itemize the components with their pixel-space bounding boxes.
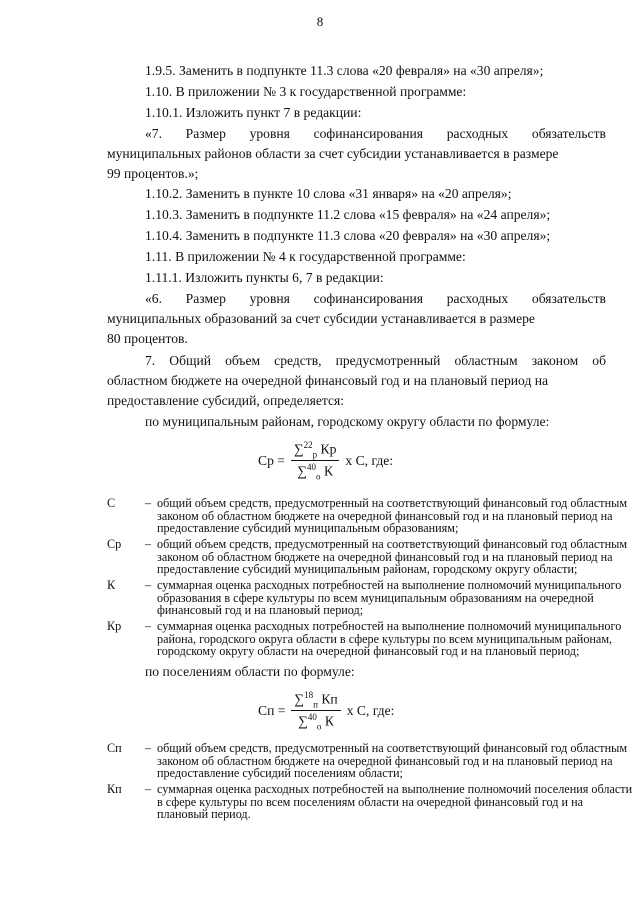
word: Общий	[169, 353, 212, 368]
definition-symbol: Кр	[107, 619, 122, 633]
definition-text: общий объем средств, предусмотренный на соответствующий финансовый год областным законом об областном бюджете на очередной финансовый год и на плановый период на предоставление субсидий поселениям области;	[157, 741, 628, 781]
definition-text: суммарная оценка расходных потребностей на выполнение полномочий муниципального района, городского округа области в сфере культуры по всем муниципальным районам, городскому округу области на очередной финансовый год и на плановый период;	[157, 619, 622, 659]
definition-text: общий объем средств, предусмотренный на соответствующий финансовый год областным законом об областном бюджете на очередной финансовый год и на плановый период на предоставление субсидий муниципальным образованиям;	[157, 496, 628, 536]
formula-cr	[258, 440, 393, 482]
sum-lower: р	[312, 449, 318, 460]
formula-numerator	[291, 440, 339, 461]
item-1-9-5: 1.9.5. Заменить в подпункте 11.3 слова «20 февраля» на «30 апреля»;	[145, 63, 544, 78]
item-1-11-1: 1.11.1. Изложить пункты 6, 7 в редакции:	[145, 270, 384, 285]
quote-7-line-1	[145, 125, 606, 142]
page-number: 8	[316, 14, 324, 29]
quote-6-line-3: 80 процентов.	[107, 331, 188, 346]
word: софинансирования	[313, 291, 424, 306]
word: расходных	[446, 291, 509, 306]
item-1-10-1: 1.10.1. Изложить пункт 7 в редакции:	[145, 105, 362, 120]
word: Размер	[185, 291, 226, 306]
word: 7.	[145, 353, 156, 368]
formula-lhs: Ср =	[258, 452, 285, 468]
denominator-var: К	[324, 713, 334, 729]
formula-numerator	[291, 690, 340, 711]
definition-dash: –	[145, 782, 152, 796]
word: средств,	[274, 353, 322, 368]
sum-upper: 22	[303, 440, 313, 450]
by-districts-caption: по муниципальным районам, городскому округу области по формуле:	[145, 414, 550, 429]
sum-upper: 18	[304, 690, 314, 700]
quote-6-line-1	[145, 290, 606, 307]
numerator-var: Кр	[320, 441, 337, 457]
word: об	[592, 353, 606, 368]
formula-fraction	[291, 690, 340, 732]
word: обязательств	[531, 126, 606, 141]
word: Размер	[185, 126, 226, 141]
word: обязательств	[531, 291, 606, 306]
item-1-10: 1.10. В приложении № 3 к государственной программе:	[145, 84, 467, 99]
definition-item	[107, 497, 640, 535]
definition-text: суммарная оценка расходных потребностей на выполнение полномочий муниципального образования в сфере культуры по всем муниципальным образованиям на очередной финансовый год и на плановый период;	[157, 578, 622, 618]
definition-dash: –	[145, 537, 152, 551]
formula-cp	[258, 690, 394, 732]
formula-lhs: Сп =	[258, 702, 286, 718]
sum-symbol: ∑	[293, 441, 304, 457]
quote-6-line-2: муниципальных образований за счет субсидии устанавливается в размере	[107, 311, 535, 326]
sum-lower: п	[313, 699, 318, 710]
word: софинансирования	[313, 126, 424, 141]
formula-tail: x С, где:	[346, 702, 395, 718]
word: «7.	[145, 126, 162, 141]
definition-dash: –	[145, 496, 152, 510]
definition-item	[107, 538, 640, 576]
formula-denominator	[295, 711, 337, 731]
word: уровня	[249, 126, 290, 141]
sum-upper: 40	[307, 712, 317, 723]
word: «6.	[145, 291, 162, 306]
word: областным	[454, 353, 518, 368]
word: объем	[225, 353, 261, 368]
definition-dash: –	[145, 741, 152, 755]
sum-symbol: ∑	[297, 463, 308, 479]
numerator-var: Кп	[321, 691, 338, 707]
sum-lower: о	[316, 471, 321, 482]
quote-7-line-3: 99 процентов.»;	[107, 166, 199, 181]
paragraph-7-line-3: предоставление субсидий, определяется:	[107, 393, 345, 408]
item-1-10-2: 1.10.2. Заменить в пункте 10 слова «31 января» на «20 апреля»;	[145, 186, 512, 201]
paragraph-7-line-1	[145, 352, 606, 369]
formula-denominator	[294, 461, 336, 481]
sum-upper: 40	[307, 462, 317, 473]
definition-symbol: Кп	[107, 782, 122, 796]
paragraph-7-line-2: областном бюджете на очередной финансовый год и на плановый период на	[107, 373, 549, 388]
definition-item	[107, 742, 640, 780]
sum-symbol: ∑	[294, 691, 305, 707]
quote-7-line-2: муниципальных районов области за счет субсидии устанавливается в размере	[107, 146, 559, 161]
definition-item	[107, 579, 640, 617]
word: законом	[531, 353, 579, 368]
sum-symbol: ∑	[298, 713, 308, 729]
definition-symbol: К	[107, 578, 116, 592]
by-settlements-caption: по поселениям области по формуле:	[145, 664, 355, 679]
definition-dash: –	[145, 578, 152, 592]
definition-item	[107, 783, 640, 821]
formula-tail: x С, где:	[345, 452, 394, 468]
word: предусмотренный	[335, 353, 441, 368]
definition-dash: –	[145, 619, 152, 633]
definition-symbol: С	[107, 496, 116, 510]
sum-lower: о	[316, 721, 322, 732]
item-1-11: 1.11. В приложении № 4 к государственной программе:	[145, 249, 466, 264]
word: расходных	[446, 126, 509, 141]
item-1-10-4: 1.10.4. Заменить в подпункте 11.3 слова «20 февраля» на «30 апреля»;	[145, 228, 551, 243]
definition-item	[107, 620, 640, 658]
definition-symbol: Ср	[107, 537, 122, 551]
item-1-10-3: 1.10.3. Заменить в подпункте 11.2 слова «15 февраля» на «24 апреля»;	[145, 207, 551, 222]
word: уровня	[249, 291, 290, 306]
definition-symbol: Сп	[107, 741, 122, 755]
definition-text: суммарная оценка расходных потребностей на выполнение полномочий поселения области в сфере культуры по всем поселениям области на очередной финансовый год и на плановый период.	[157, 782, 633, 822]
denominator-var: К	[323, 463, 334, 479]
definition-text: общий объем средств, предусмотренный на соответствующий финансовый год областным законом об областном бюджете на очередной финансовый год и на плановый период на предоставление субсидий муниципальным районам, городскому округу области;	[157, 537, 628, 577]
formula-fraction	[291, 440, 339, 482]
